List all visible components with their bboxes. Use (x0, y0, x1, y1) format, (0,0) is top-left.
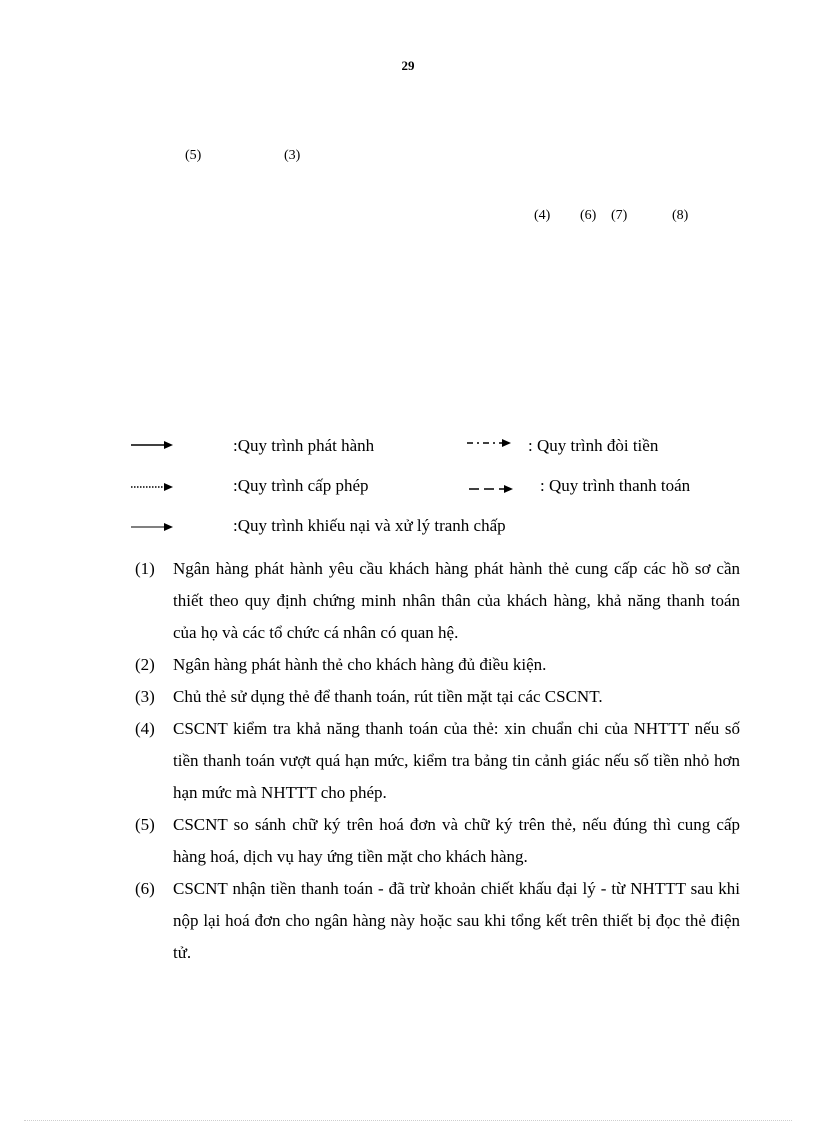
item-number: (6) (135, 879, 155, 898)
diagram-label-5: (5) (185, 148, 202, 163)
diagram-label-7: (7) (611, 208, 628, 223)
list-item (135, 553, 740, 649)
legend-issuance-label: :Quy trình phát hành (233, 436, 375, 455)
item-number: (3) (135, 687, 155, 706)
item-text: CSCNT kiểm tra khả năng thanh toán của thẻ: xin chuẩn chi của NHTTT nếu số tiền thanh toán vượt quá hạn mức, kiểm tra bảng tin cảnh giác nếu số tiền nhỏ hơn hạn mức mà NHTTT cho phép. (173, 719, 740, 802)
item-text: Ngân hàng phát hành thẻ cho khách hàng đủ điều kiện. (173, 655, 547, 674)
item-number: (4) (135, 719, 155, 738)
diagram-label-3: (3) (284, 148, 301, 163)
legend-row-3 (130, 516, 730, 540)
item-text: CSCNT nhận tiền thanh toán - đã trừ khoản chiết khấu đại lý - từ NHTTT sau khi nộp lại hoá đơn cho ngân hàng này hoặc sau khi tổng kết trên thiết bị đọc thẻ điện tử. (173, 879, 740, 962)
item-number: (5) (135, 815, 155, 834)
legend-row-1 (130, 436, 730, 460)
page-bottom-divider (24, 1120, 792, 1121)
item-text: Chủ thẻ sử dụng thẻ để thanh toán, rút tiền mặt tại các CSCNT. (173, 687, 603, 706)
item-text: Ngân hàng phát hành yêu cầu khách hàng phát hành thẻ cung cấp các hồ sơ cần thiết theo quy định chứng minh nhân thân của khách hàng, khả năng thanh toán của họ và các tổ chức cá nhân có quan hệ. (173, 559, 740, 642)
thin-solid-arrow-icon (130, 520, 174, 534)
legend-payment-label: : Quy trình thanh toán (540, 476, 691, 495)
list-item (135, 873, 740, 969)
legend-row-2 (130, 476, 730, 500)
process-step-list (135, 553, 740, 969)
list-item (135, 649, 740, 681)
item-number: (2) (135, 655, 155, 674)
legend-collection-label: : Quy trình đòi tiền (528, 436, 659, 455)
long-dash-arrow-icon (468, 482, 514, 496)
list-item (135, 713, 740, 809)
page-number: 29 (401, 58, 415, 73)
list-item (135, 681, 740, 713)
diagram-label-8: (8) (672, 208, 689, 223)
diagram-label-6: (6) (580, 208, 597, 223)
solid-arrow-icon (130, 438, 174, 452)
dotted-arrow-icon (130, 480, 174, 494)
item-text: CSCNT so sánh chữ ký trên hoá đơn và chữ ký trên thẻ, nếu đúng thì cung cấp hàng hoá, dịch vụ hay ứng tiền mặt cho khách hàng. (173, 815, 740, 866)
list-item (135, 809, 740, 873)
legend-authorization-label: :Quy trình cấp phép (233, 476, 369, 495)
item-number: (1) (135, 559, 155, 578)
legend-dispute-label: :Quy trình khiếu nại và xử lý tranh chấp (233, 516, 506, 535)
diagram-label-4: (4) (534, 208, 551, 223)
dash-dot-arrow-icon (466, 436, 512, 450)
